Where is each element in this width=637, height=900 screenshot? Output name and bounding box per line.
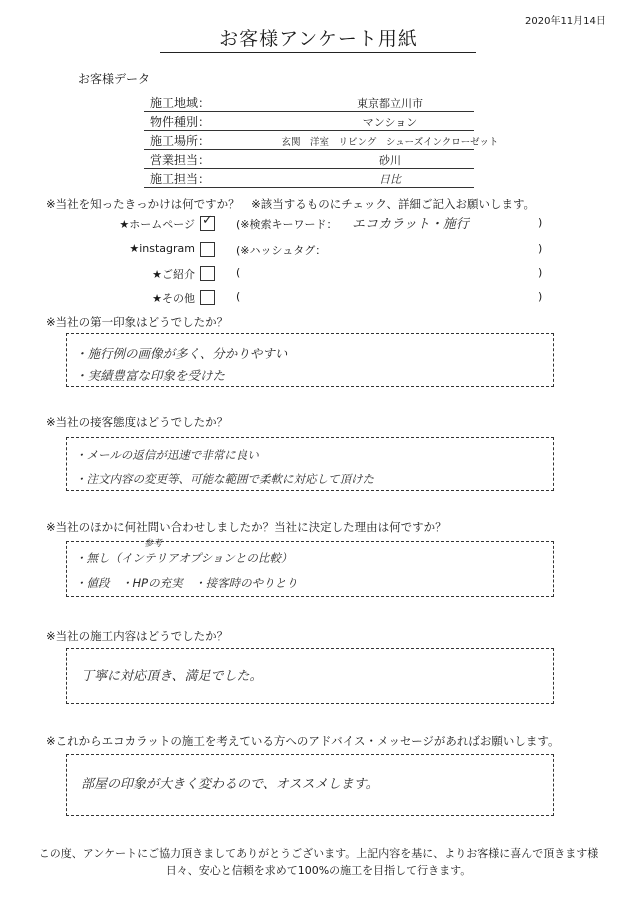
customer-row-divider: [144, 130, 474, 131]
customer-label-type: 物件種別：: [150, 115, 211, 129]
answer-line: ・実績豊富な印象を受けた: [75, 368, 226, 383]
answer-box-service-attitude[interactable]: [66, 437, 554, 491]
answer-box-advice[interactable]: [66, 754, 554, 816]
close-paren: ): [538, 216, 543, 229]
survey-date: 2020年11月14日: [525, 16, 606, 27]
page-title: お客様アンケート用紙: [219, 28, 418, 50]
customer-label-sales: 営業担当：: [150, 153, 211, 167]
checkbox-instagram[interactable]: [200, 242, 215, 257]
question-advice: ※これからエコカラットの施工を考えている方へのアドバイス・メッセージがあればお願いします。: [46, 734, 560, 748]
source-label-referral: ★ご紹介: [152, 268, 195, 281]
footer-line: 日々、安心と信頼を求めて100%の施工を目指して行きます。: [165, 864, 472, 877]
hashtag-label: (※ハッシュタグ：: [236, 244, 327, 257]
source-label-instagram: ★instagram: [129, 242, 195, 255]
checkbox-referral[interactable]: [200, 266, 215, 281]
search-keyword-value: エコカラット・施行: [352, 217, 469, 232]
customer-row-divider: [144, 149, 474, 150]
answer-line: ・メールの返信が迅速で非常に良い: [75, 448, 259, 462]
customer-value-location: 玄関 洋室 リビング シューズインクローゼット: [281, 137, 499, 148]
close-paren: ): [538, 266, 543, 279]
close-paren: ): [538, 242, 543, 255]
source-label-other: ★その他: [152, 292, 195, 305]
open-paren: (: [236, 266, 241, 279]
customer-section-label: お客様データ: [78, 72, 151, 86]
question-service-attitude: ※当社の接客態度はどうでしたか？: [46, 415, 229, 429]
answer-line: 丁寧に対応頂き、満足でした。: [81, 669, 263, 684]
question-construction: ※当社の施工内容はどうでしたか？: [46, 629, 229, 643]
customer-label-installer: 施工担当：: [150, 172, 211, 186]
answer-annotation: 参考: [144, 539, 163, 549]
source-label-homepage: ★ホームページ: [119, 218, 195, 231]
answer-box-first-impression[interactable]: [66, 333, 554, 387]
customer-row-divider: [144, 168, 474, 169]
open-paren: (: [236, 290, 241, 303]
customer-row-divider: [144, 111, 474, 112]
customer-label-location: 施工場所：: [150, 134, 211, 148]
answer-line: ・施行例の画像が多く、分かりやすい: [75, 346, 288, 361]
title-underline: [160, 52, 476, 53]
answer-line: ・値段 ・HPの充実 ・接客時のやりとり: [75, 576, 298, 590]
customer-value-type: マンション: [362, 116, 418, 129]
search-keyword-label: (※検索キーワード：: [236, 218, 338, 231]
footer-line: この度、アンケートにご協力頂きましてありがとうございます。上記内容を基に、よりお客様に喜んで頂きます様: [38, 847, 599, 860]
customer-row-divider: [144, 187, 474, 188]
customer-value-sales: 砂川: [379, 154, 401, 167]
answer-line: ・無し（インテリアオプションとの比較）: [75, 551, 293, 565]
question-first-impression: ※当社の第一印象はどうでしたか？: [46, 315, 229, 329]
question-how-found: ※当社を知ったきっかけは何ですか？ ※該当するものにチェック、詳細ご記入お願いします。: [46, 197, 536, 211]
answer-box-construction[interactable]: [66, 648, 554, 704]
question-other-companies: ※当社のほかに何社問い合わせしましたか？当社に決定した理由は何ですか？: [46, 520, 447, 534]
customer-label-area: 施工地域：: [150, 96, 211, 110]
customer-value-installer: 日比: [379, 173, 401, 186]
check-icon: ✓: [202, 213, 213, 228]
answer-box-other-companies[interactable]: [66, 541, 554, 597]
answer-line: 部屋の印象が大きく変わるので、オススメします。: [81, 777, 379, 792]
checkbox-homepage[interactable]: [200, 213, 215, 231]
customer-value-area: 東京都立川市: [357, 97, 423, 110]
checkbox-other[interactable]: [200, 290, 215, 305]
answer-line: ・注文内容の変更等、可能な範囲で柔軟に対応して頂けた: [75, 472, 374, 486]
close-paren: ): [538, 290, 543, 303]
